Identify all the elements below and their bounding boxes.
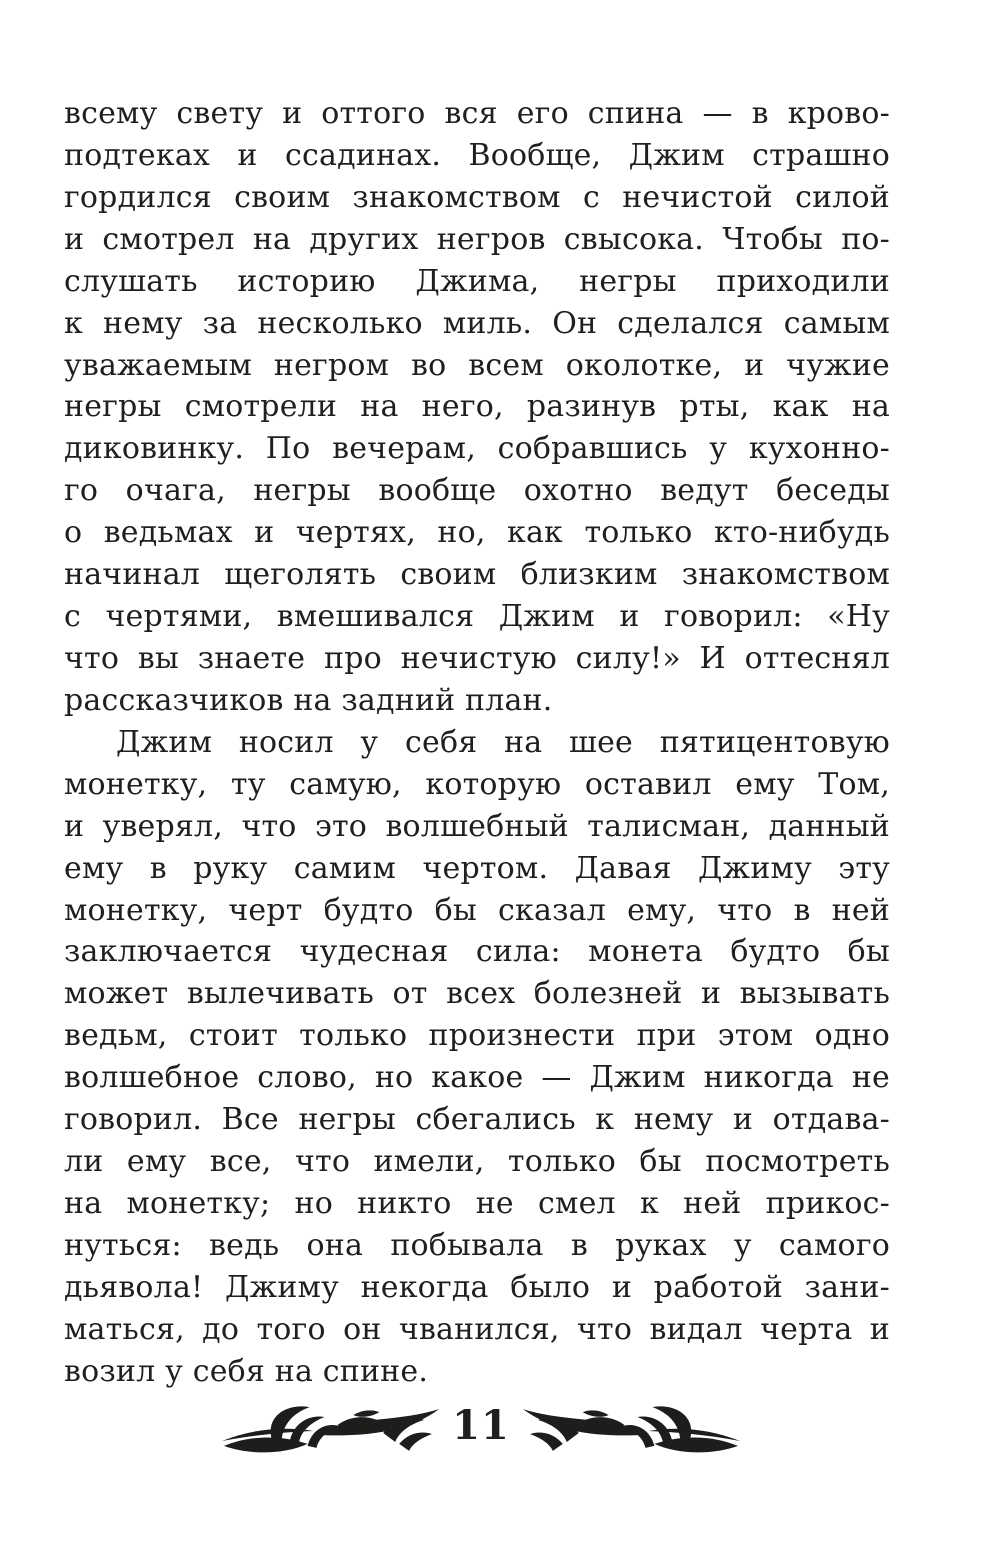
text-line: монетку, ту самую, которую оставил ему Том,	[64, 766, 890, 802]
text-line: го очага, негры вообще охотно ведут беседы	[64, 473, 890, 509]
text-line: заключается чудесная сила: монета будто бы	[64, 934, 890, 970]
text-line: ему в руку самим чертом. Давая Джиму эту	[64, 850, 890, 886]
text-line: гордился своим знакомством с нечистой силой	[64, 179, 890, 215]
text-line: что вы знаете про нечистую силу!» И оттеснял	[64, 640, 890, 676]
text-line: слушать историю Джима, негры приходили	[64, 263, 890, 299]
text-line: всему свету и оттого вся его спина — в крово-	[64, 96, 890, 131]
text-line: нуться: ведь она побывала в руках у самого	[64, 1227, 890, 1263]
text-line: и уверял, что это волшебный талисман, данный	[64, 808, 890, 844]
text-line: маться, до того он чванился, что видал черта и	[64, 1311, 890, 1347]
text-line: рассказчиков на задний план.	[64, 682, 553, 718]
text-block	[64, 93, 890, 1393]
text-line: подтеках и ссадинах. Вообще, Джим страшно	[64, 137, 890, 173]
text-line: о ведьмах и чертях, но, как только кто-нибудь	[64, 515, 890, 551]
text-line: ведьм, стоит только произнести при этом одно	[64, 1018, 890, 1054]
text-line: дьявола! Джиму некогда было и работой зани-	[64, 1269, 890, 1305]
text-line: ли ему все, что имели, только бы посмотреть	[64, 1144, 890, 1180]
page-footer	[222, 1396, 740, 1464]
text-line: говорил. Все негры сбегались к нему и отдава-	[64, 1102, 890, 1138]
text-line: может вылечивать от всех болезней и вызывать	[64, 976, 890, 1012]
text-line: уважаемым негром во всем околотке, и чужие	[64, 347, 890, 383]
text-line: негры смотрели на него, разинув рты, как на	[64, 389, 890, 425]
page-number: 11	[452, 1401, 510, 1449]
text-line: возил у себя на спине.	[64, 1353, 429, 1389]
flourish-left-icon	[222, 1399, 441, 1461]
text-line: на монетку; но никто не смел к ней прикос-	[64, 1185, 890, 1221]
text-line: с чертями, вмешивался Джим и говорил: «Ну	[64, 599, 890, 635]
text-line: Джим носил у себя на шее пятицентовую	[116, 724, 890, 760]
flourish-right-icon	[521, 1399, 740, 1461]
text-line: и смотрел на других негров свысока. Чтобы по-	[64, 221, 890, 257]
text-line: монетку, черт будто бы сказал ему, что в ней	[64, 892, 890, 928]
text-line: волшебное слово, но какое — Джим никогда не	[64, 1060, 890, 1096]
text-line: диковинку. По вечерам, собравшись у кухонно-	[64, 431, 890, 467]
text-line: начинал щеголять своим близким знакомством	[64, 557, 890, 593]
text-line: к нему за несколько миль. Он сделался самым	[64, 305, 890, 341]
